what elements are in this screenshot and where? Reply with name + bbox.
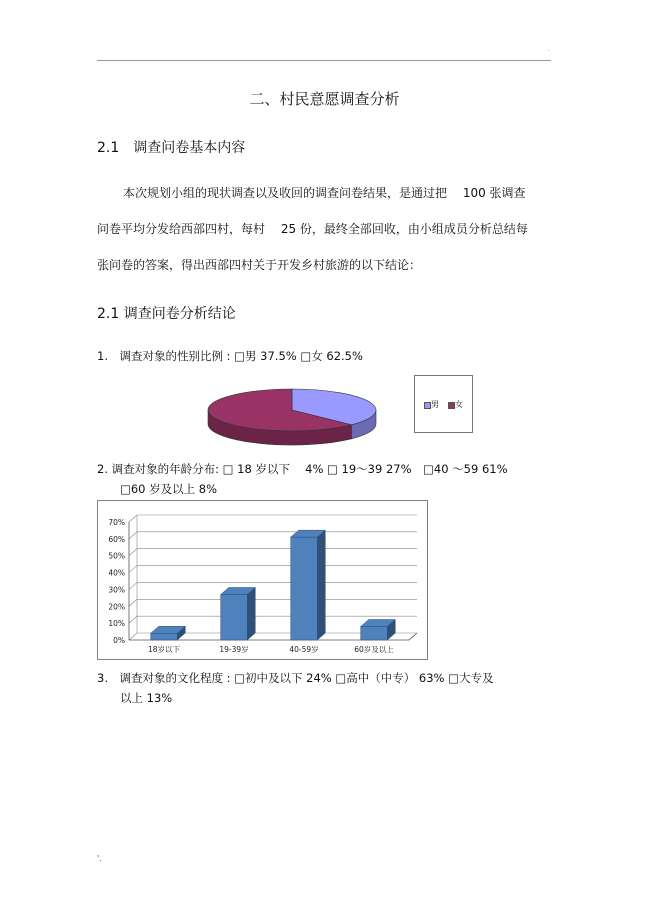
paragraph-line-3: 张问卷的答案，得出西部四村关于开发乡村旅游的以下结论： [97,258,422,272]
pie-legend [414,375,473,433]
y-tick-label: 0% [113,636,125,645]
y-tick-label: 50% [108,551,125,561]
y-tick-label: 60% [108,534,125,544]
y-tick-label: 20% [108,602,125,612]
y-tick-label: 70% [108,518,125,527]
footer-mark: '. [97,854,102,863]
bar-40-59岁 [291,537,318,640]
bar-60岁及以上 [361,627,388,640]
bar-18岁以下 [151,633,178,640]
y-tick-label: 40% [108,568,125,578]
y-tick-label: 30% [108,585,125,595]
header-mark: · [548,48,550,55]
x-tick-label: 19-39岁 [219,645,249,654]
y-tick-label: 10% [108,619,125,629]
item-gender: 1. 调查对象的性别比例 : □男 37.5% □女 62.5% [97,349,363,363]
item-age-line-2: □60 岁及以上 8% [120,482,218,496]
x-tick-label: 60岁及以上 [354,645,394,654]
paragraph-line-1: 本次规划小组的现状调查以及收回的调查问卷结果，是通过把 100 张调查 [123,186,526,200]
x-tick-label: 40-59岁 [289,645,319,654]
section-heading-basic: 2.1 调查问卷基本内容 [97,140,246,156]
legend-label-female: 女 [455,400,463,409]
legend-swatch-male [424,402,431,409]
bar-side [317,530,325,640]
bar-19-39岁 [221,594,248,640]
header-rule [97,60,551,61]
item-age-line-1: 2. 调查对象的年龄分布: □ 18 岁以下 4% □ 19～39 27% □40 ～59 61% [97,462,508,476]
item-education-line-1: 3. 调查对象的文化程度 : □初中及以下 24% □高中（中专） 63% □大专及 [97,671,494,685]
legend-label-male: 男 [431,400,439,409]
item-education-line-2: 以上 13% [120,691,173,705]
legend-swatch-female [448,402,455,409]
page-title: 二、村民意愿调查分析 [249,90,400,108]
section-heading-conclusion: 2.1 调查问卷分析结论 [97,306,236,322]
gender-pie-chart [200,380,385,448]
x-tick-label: 18岁以下 [147,645,181,654]
bar-side [247,587,255,640]
paragraph-line-2: 问卷平均分发给西部四村，每村 25 份，最终全部回收，由小组成员分析总结每 [97,222,528,236]
age-bar-chart [97,500,428,660]
